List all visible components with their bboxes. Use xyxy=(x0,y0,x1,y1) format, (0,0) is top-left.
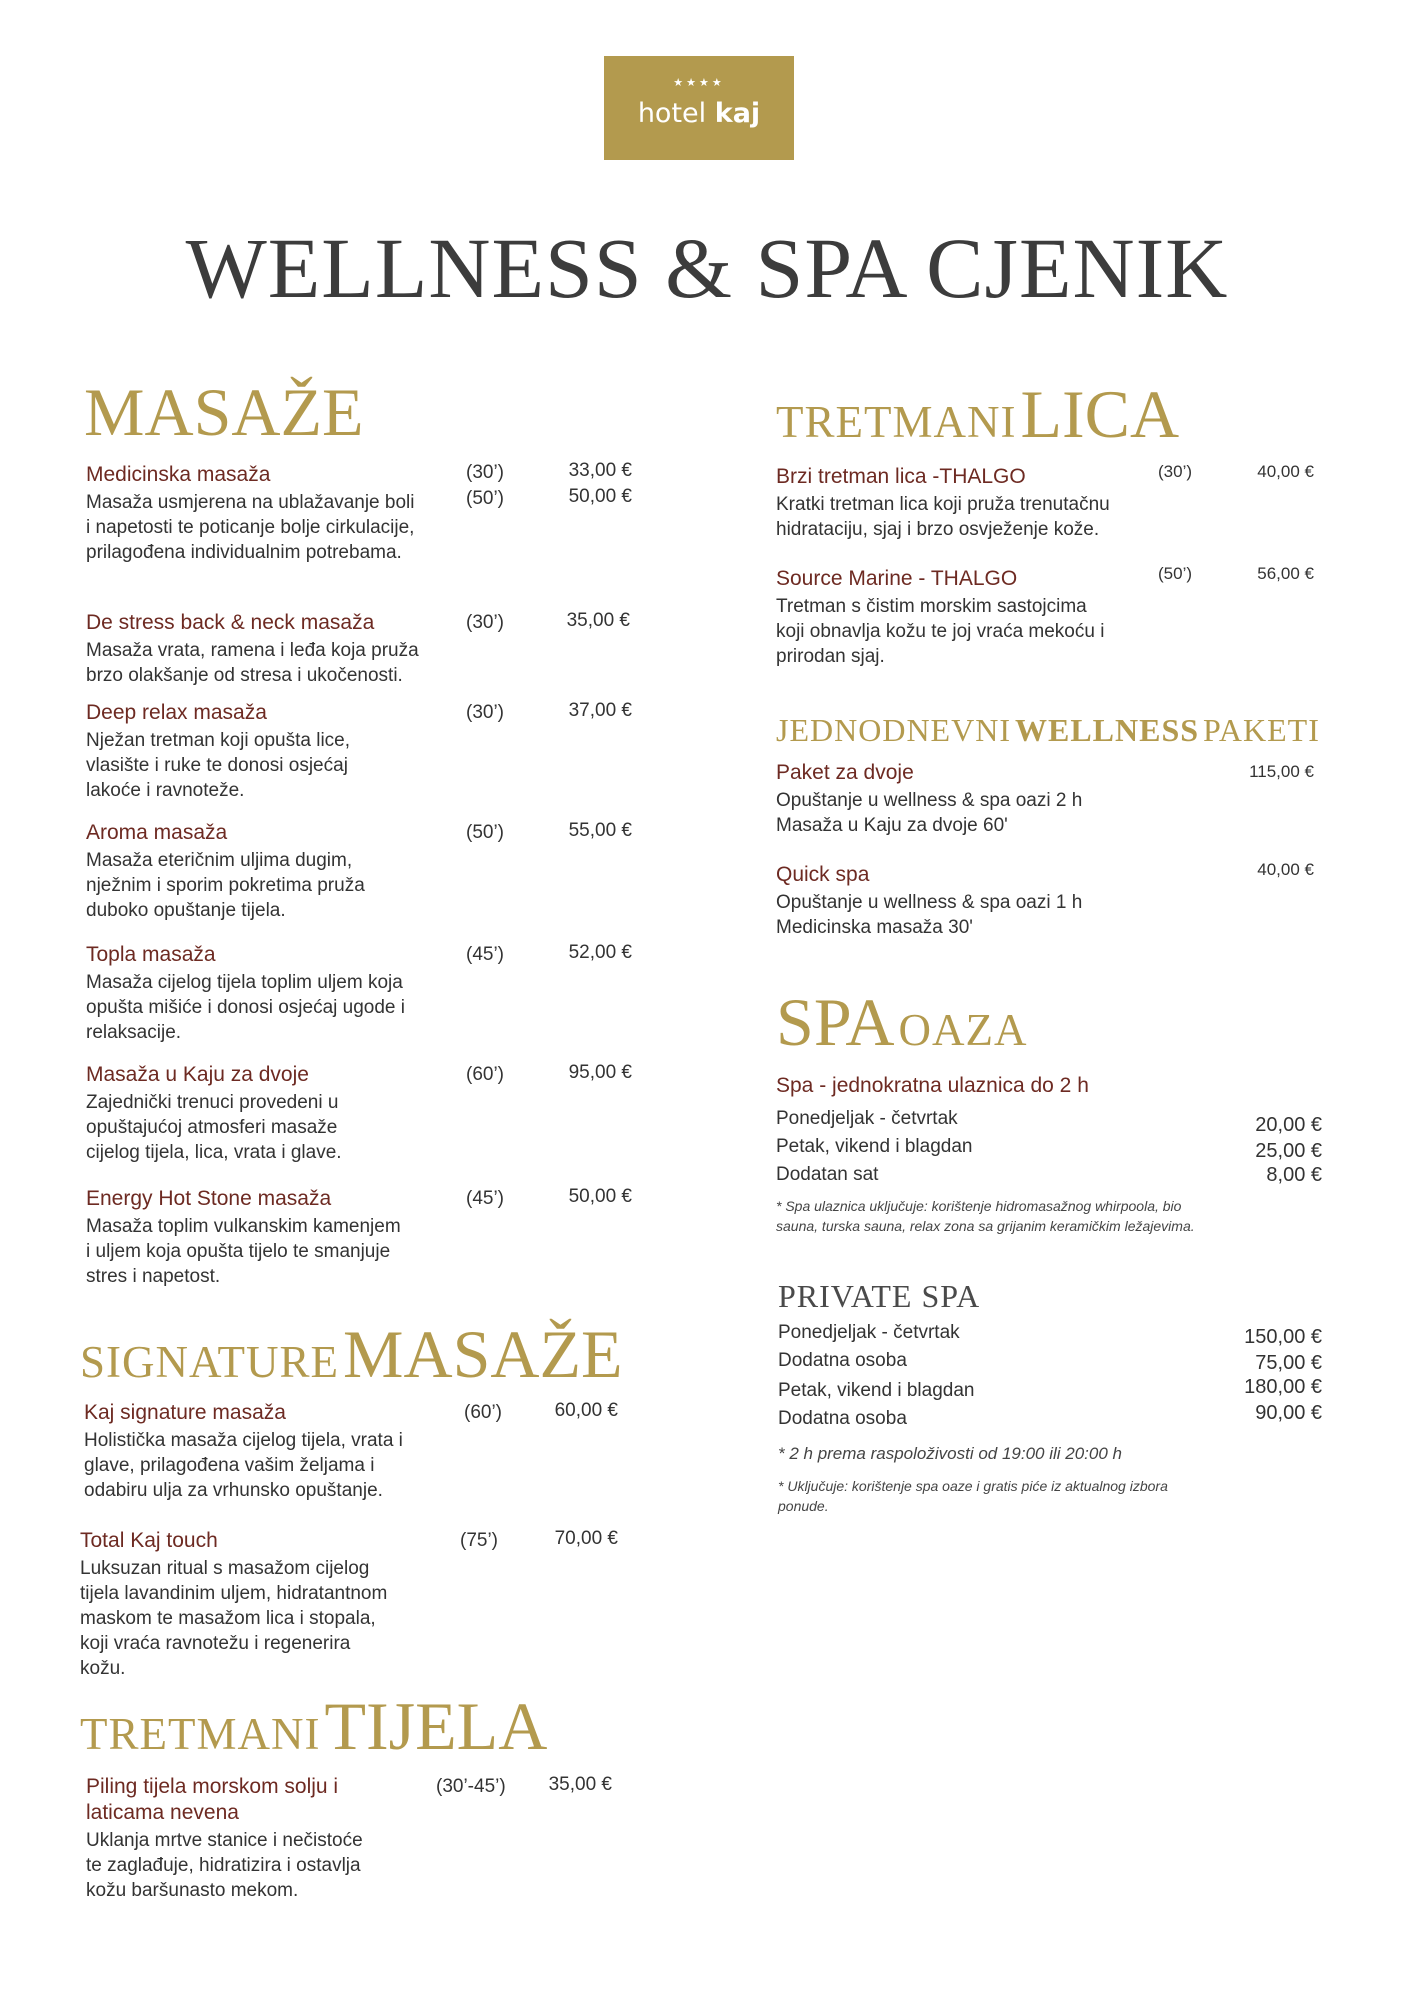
item-price: 70,00 € xyxy=(554,1528,618,1549)
menu-item xyxy=(80,1528,400,1681)
item-name: Piling tijela morskom solju i laticama nevena xyxy=(86,1775,339,1824)
spa-row-price: 25,00 € xyxy=(1255,1140,1322,1162)
item-description: Tretman s čistim morskim sastojcima koji obnavlja kožu te joj vraća mekoću i prirodan sjaj. xyxy=(776,596,1105,667)
item-description: Opuštanje u wellness & spa oazi 2 h Masaža u Kaju za dvoje 60' xyxy=(776,790,1083,836)
menu-item xyxy=(776,862,1116,940)
private-row-label: Petak, vikend i blagdan xyxy=(778,1380,975,1401)
item-duration: (60’) xyxy=(464,1402,503,1423)
item-description: Masaža usmjerena na ublažavanje boli i napetosti te poticanje bolje cirkulacije, prilagođena individualnim potrebama. xyxy=(86,492,415,563)
item-name: Energy Hot Stone masaža xyxy=(86,1187,332,1210)
spa-row-price: 8,00 € xyxy=(1266,1164,1322,1186)
item-description: Nježan tretman koji opušta lice, vlasište i ruke te donosi osjećaj lakoće i ravnoteže. xyxy=(86,730,351,801)
item-name: Paket za dvoje xyxy=(776,761,914,784)
item-description: Opuštanje u wellness & spa oazi 1 h Medicinska masaža 30' xyxy=(776,892,1083,938)
item-price: 40,00 € xyxy=(1257,860,1314,879)
item-duration: (30’) xyxy=(1158,462,1193,481)
menu-item xyxy=(776,760,1116,838)
item-description: Zajednički trenuci provedeni u opuštajućoj atmosferi masaže cijelog tijela, lica, vrata i glave. xyxy=(86,1092,342,1163)
item-duration: (45’) xyxy=(466,1188,505,1209)
item-duration: (30’-45’) xyxy=(436,1776,506,1797)
item-duration: (50’) xyxy=(1158,564,1193,583)
menu-item xyxy=(776,464,1116,542)
item-duration: (30’) xyxy=(466,612,505,633)
page-title: WELLNESS & SPA CJENIK xyxy=(185,220,1229,316)
item-price: 40,00 € xyxy=(1257,462,1314,481)
item-description: Holistička masaža cijelog tijela, vrata i glave, prilagođena vašim željama i odabiru ulja za vrhunsko opuštanje. xyxy=(84,1430,403,1501)
private-note-hours: * 2 h prema raspoloživosti od 19:00 ili 20:00 h xyxy=(778,1444,1122,1463)
private-row-price: 150,00 € xyxy=(1244,1326,1322,1348)
section-title-paketi: JEDNODNEVNI WELLNESS PAKETI xyxy=(776,712,1320,748)
item-description: Masaža toplim vulkanskim kamenjem i uljem koja opušta tijelo te smanjuje stres i napetost. xyxy=(86,1216,401,1287)
logo-stars: ★★★★ xyxy=(673,77,725,89)
item-price: 60,00 € xyxy=(554,1400,618,1421)
item-duration: (30’) xyxy=(466,702,505,723)
item-name: Quick spa xyxy=(776,863,870,886)
item-description: Masaža eteričnim uljima dugim, nježnim i sporim pokretima pruža duboko opuštanje tijela. xyxy=(86,850,365,921)
item-price: 33,00 € xyxy=(568,460,632,481)
item-description: Luksuzan ritual s masažom cijelog tijela lavandinim uljem, hidratantnom maskom te masažom lica i stopala, koji vraća ravnotežu i regenerira kožu. xyxy=(80,1558,388,1679)
private-note-includes: * Uključuje: korištenje spa oaze i gratis piće iz aktualnog izbora ponude. xyxy=(778,1478,1168,1514)
item-duration: (30’) xyxy=(466,462,505,483)
item-duration: (50’) xyxy=(466,822,505,843)
private-row-label: Ponedjeljak - četvrtak xyxy=(778,1322,960,1343)
item-price: 37,00 € xyxy=(568,700,632,721)
menu-item xyxy=(86,1186,406,1289)
private-row-label: Dodatna osoba xyxy=(778,1408,907,1429)
item-price: 50,00 € xyxy=(568,1186,632,1207)
item-description: Uklanja mrtve stanice i nečistoće te zaglađuje, hidratizira i ostavlja kožu baršunasto mekom. xyxy=(86,1830,363,1901)
menu-item xyxy=(86,1774,376,1903)
item-description: Masaža vrata, ramena i leđa koja pruža brzo olakšanje od stresa i ukočenosti. xyxy=(86,640,419,686)
item-price: 56,00 € xyxy=(1257,564,1314,583)
section-title-lica: TRETMANI LICA xyxy=(776,376,1180,452)
spa-subtitle: Spa - jednokratna ulaznica do 2 h xyxy=(776,1074,1089,1097)
spa-note: * Spa ulaznica uključuje: korištenje hidromasažnog whirpoola, bio sauna, turska sauna, relax zona sa grijanim keramičkim ležajevima. xyxy=(776,1198,1195,1234)
section-title-spa-oaza: SPA OAZA xyxy=(776,984,1028,1060)
item-name: Source Marine - THALGO xyxy=(776,567,1018,590)
item-name: Masaža u Kaju za dvoje xyxy=(86,1063,309,1086)
private-row-label: Dodatna osoba xyxy=(778,1350,907,1371)
menu-item xyxy=(86,820,396,923)
item-price: 95,00 € xyxy=(568,1062,632,1083)
menu-item xyxy=(86,610,426,688)
item-name: De stress back & neck masaža xyxy=(86,611,375,634)
item-duration: (75’) xyxy=(460,1530,499,1551)
spa-row-label: Dodatan sat xyxy=(776,1164,879,1185)
item-name: Aroma masaža xyxy=(86,821,228,844)
section-title-signature: SIGNATURE MASAŽE xyxy=(80,1316,623,1392)
hotel-logo xyxy=(604,56,794,160)
menu-item xyxy=(86,1062,396,1165)
item-description: Kratki tretman lica koji pruža trenutačnu hidrataciju, sjaj i brzo osvježenje kože. xyxy=(776,494,1110,540)
spa-row-label: Ponedjeljak - četvrtak xyxy=(776,1108,958,1129)
spa-row-price: 20,00 € xyxy=(1255,1114,1322,1136)
item-name: Medicinska masaža xyxy=(86,463,271,486)
logo-text: hotel kaj xyxy=(637,98,761,129)
section-title-masaze: MASAŽE xyxy=(84,374,364,450)
private-row-price: 75,00 € xyxy=(1255,1352,1322,1374)
menu-item xyxy=(776,566,1116,669)
item-price: 35,00 € xyxy=(548,1774,612,1795)
item-price: 35,00 € xyxy=(566,610,630,631)
spa-row-label: Petak, vikend i blagdan xyxy=(776,1136,973,1157)
menu-item xyxy=(84,1400,404,1503)
item-price: 55,00 € xyxy=(568,820,632,841)
private-row-price: 90,00 € xyxy=(1255,1402,1322,1424)
item-duration: (45’) xyxy=(466,944,505,965)
section-title-private-spa: PRIVATE SPA xyxy=(778,1278,981,1314)
section-title-tijela: TRETMANI TIJELA xyxy=(80,1688,548,1764)
item-name: Kaj signature masaža xyxy=(84,1401,286,1424)
menu-item xyxy=(86,462,416,565)
item-name: Brzi tretman lica -THALGO xyxy=(776,465,1026,488)
item-duration: (60’) xyxy=(466,1064,505,1085)
menu-item xyxy=(86,942,406,1045)
item-price: 115,00 € xyxy=(1249,762,1314,781)
menu-item xyxy=(86,700,386,803)
item-price: 52,00 € xyxy=(568,942,632,963)
item-name: Topla masaža xyxy=(86,943,216,966)
item-price: 50,00 € xyxy=(568,486,632,507)
item-description: Masaža cijelog tijela toplim uljem koja opušta mišiće i donosi osjećaj ugode i relaksacije. xyxy=(86,972,405,1043)
item-duration: (50’) xyxy=(466,488,505,509)
item-name: Total Kaj touch xyxy=(80,1529,218,1552)
item-name: Deep relax masaža xyxy=(86,701,267,724)
private-row-price: 180,00 € xyxy=(1244,1376,1322,1398)
